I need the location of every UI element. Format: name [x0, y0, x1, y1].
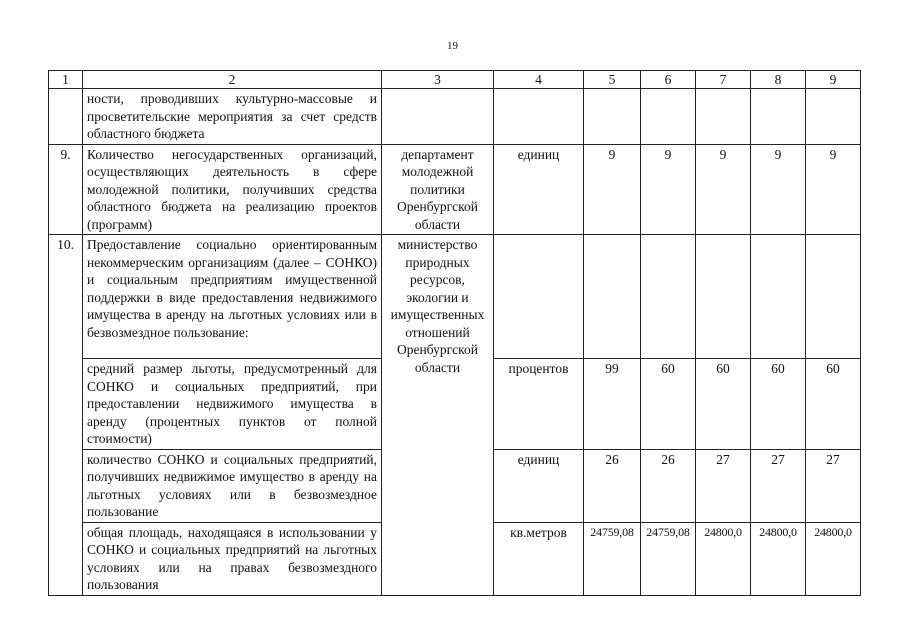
value-cell: 27 — [806, 449, 861, 522]
value-cell: 9 — [696, 144, 751, 235]
department-cell: министерство природных ресурсов, экологии и имущественных отношений Оренбургской области — [382, 235, 494, 596]
value-cell: 60 — [696, 359, 751, 450]
value-cell: 9 — [806, 144, 861, 235]
unit-cell: единиц — [494, 144, 584, 235]
header-cell: 4 — [494, 71, 584, 89]
indicator-name-cell: общая площадь, находящаяся в использовании у СОНКО и социальных предприятий на льготных условиях или на правах безвозмездного пользования — [83, 522, 382, 595]
value-cell: 24800,0 — [696, 522, 751, 595]
indicator-name-cell: ности, проводивших культурно-массовые и просветительские мероприятия за счет средств областного бюджета — [83, 89, 382, 145]
table-row — [49, 235, 861, 359]
indicator-name-cell: Количество негосударственных организаций, осуществляющих деятельность в сфере молодежной политики, получивших средства областного бюджета на реализацию проектов (программ) — [83, 144, 382, 235]
department-cell — [382, 89, 494, 145]
table-row — [49, 89, 861, 145]
value-cell: 24759,08 — [641, 522, 696, 595]
indicators-table — [48, 70, 861, 596]
value-cell: 24800,0 — [806, 522, 861, 595]
value-cell — [584, 235, 641, 359]
value-cell: 27 — [696, 449, 751, 522]
header-row — [49, 71, 861, 89]
unit-cell — [494, 89, 584, 145]
unit-cell — [494, 235, 584, 359]
value-cell — [696, 89, 751, 145]
indicator-name-cell: Предоставление социально ориентированным некоммерческим организациям (далее – СОНКО) и социальным предприятиям имущественной поддержки в виде предоставления недвижимого имущества в аренду на льготных условиях или в безвозмездное пользование: — [83, 235, 382, 359]
value-cell — [751, 235, 806, 359]
value-cell — [641, 235, 696, 359]
unit-cell: кв.метров — [494, 522, 584, 595]
value-cell: 9 — [641, 144, 696, 235]
header-cell: 7 — [696, 71, 751, 89]
unit-cell: процентов — [494, 359, 584, 450]
row-number-cell: 10. — [49, 235, 83, 596]
unit-cell: единиц — [494, 449, 584, 522]
value-cell: 99 — [584, 359, 641, 450]
value-cell — [696, 235, 751, 359]
value-cell — [806, 235, 861, 359]
table-row — [49, 144, 861, 235]
value-cell: 9 — [584, 144, 641, 235]
department-cell: департамент молодежной политики Оренбургской области — [382, 144, 494, 235]
header-cell: 9 — [806, 71, 861, 89]
header-cell: 6 — [641, 71, 696, 89]
value-cell: 9 — [751, 144, 806, 235]
value-cell: 27 — [751, 449, 806, 522]
value-cell — [641, 89, 696, 145]
value-cell — [806, 89, 861, 145]
row-number-cell: 9. — [49, 144, 83, 235]
value-cell: 24759,08 — [584, 522, 641, 595]
value-cell: 60 — [751, 359, 806, 450]
header-cell: 3 — [382, 71, 494, 89]
header-cell: 8 — [751, 71, 806, 89]
header-cell: 1 — [49, 71, 83, 89]
value-cell: 26 — [641, 449, 696, 522]
row-number-cell — [49, 89, 83, 145]
value-cell: 60 — [806, 359, 861, 450]
value-cell: 26 — [584, 449, 641, 522]
indicator-name-cell: количество СОНКО и социальных предприятий, получивших недвижимое имущество в аренду на льготных условиях или в безвозмездное пользование — [83, 449, 382, 522]
header-cell: 5 — [584, 71, 641, 89]
value-cell: 60 — [641, 359, 696, 450]
value-cell: 24800,0 — [751, 522, 806, 595]
page-number: 19 — [447, 40, 458, 52]
value-cell — [584, 89, 641, 145]
indicator-name-cell: средний размер льготы, предусмотренный для СОНКО и социальных предприятий, при предоставлении недвижимого имущества в аренду (процентных пунктов от полной стоимости) — [83, 359, 382, 450]
header-cell: 2 — [83, 71, 382, 89]
value-cell — [751, 89, 806, 145]
